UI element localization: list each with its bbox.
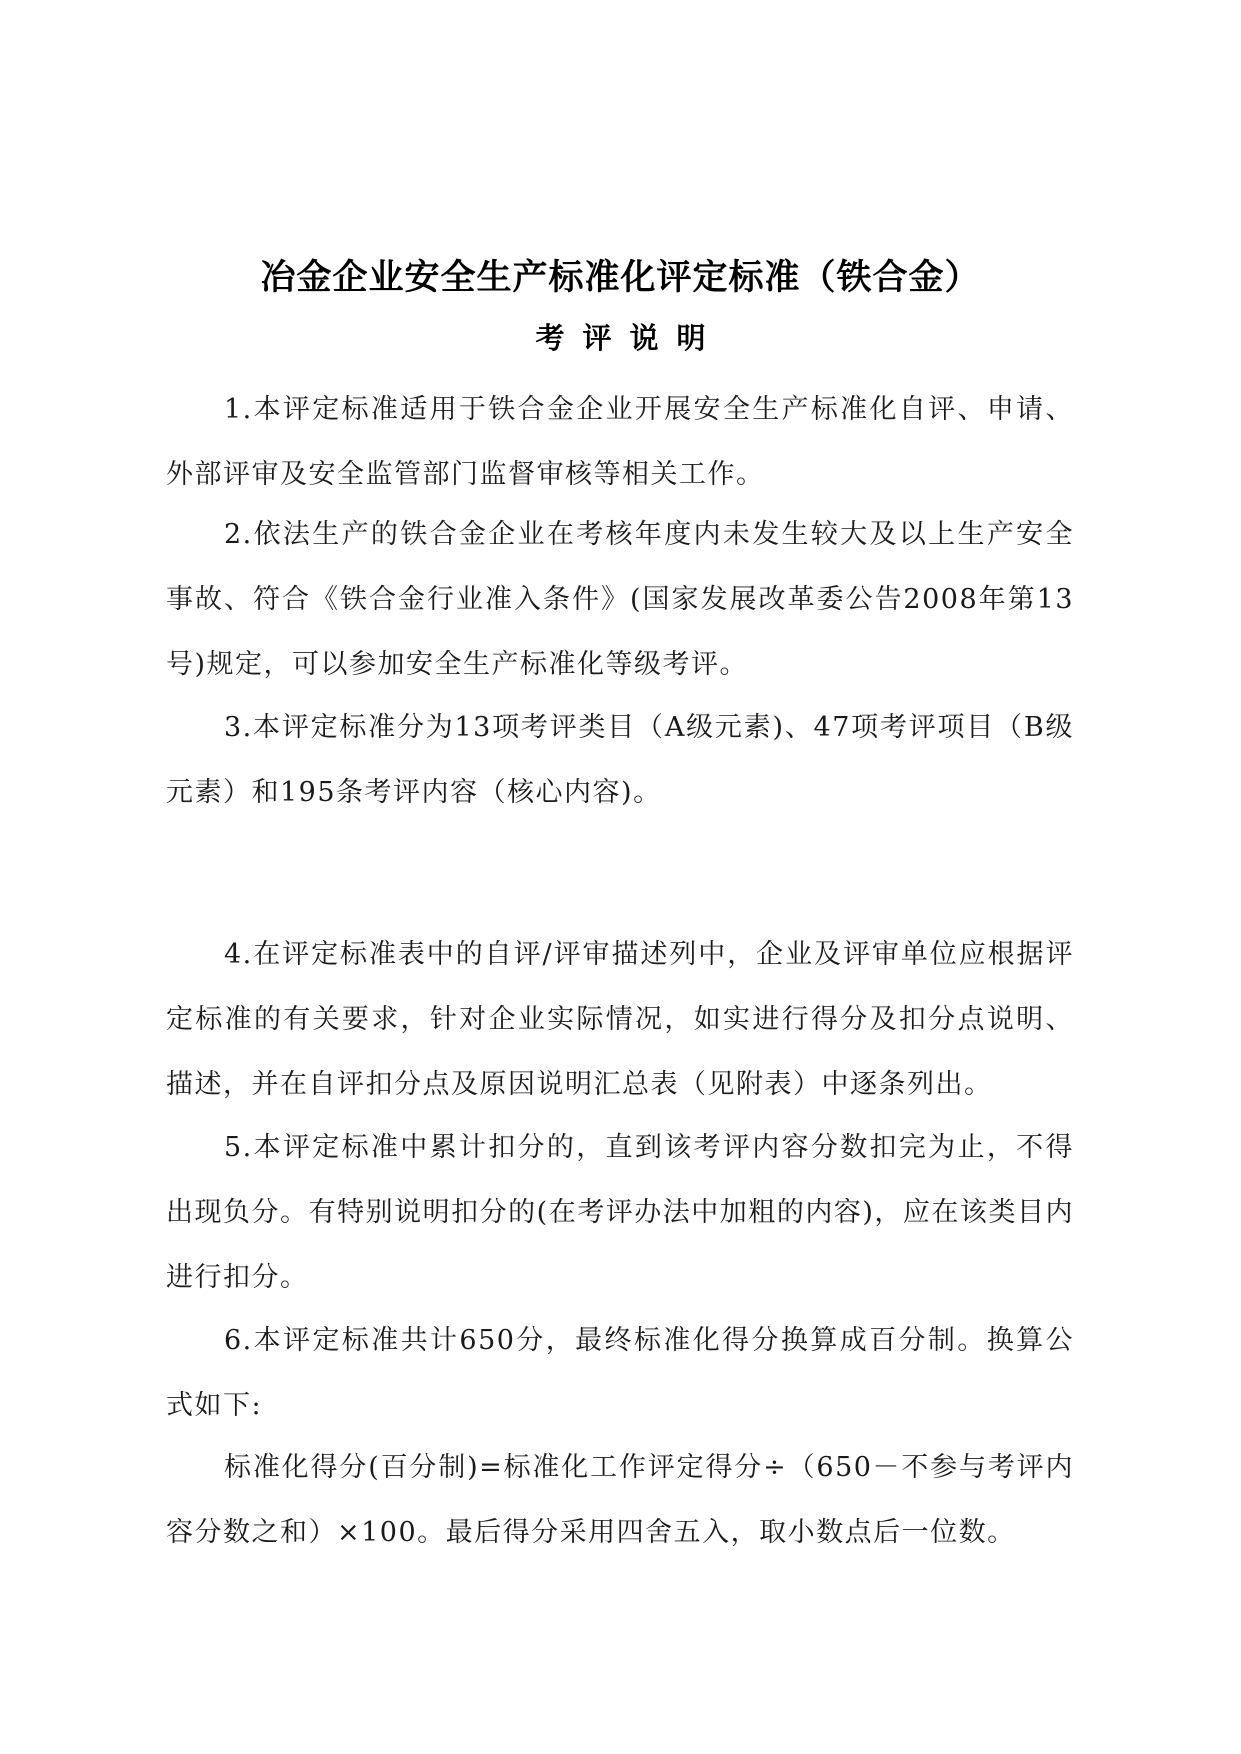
- formula-paragraph: 标准化得分(百分制)=标准化工作评定得分÷（650－不参与考评内容分数之和）×100。最后得分采用四舍五入，取小数点后一位数。: [166, 1452, 1074, 1548]
- document-title: 冶金企业安全生产标准化评定标准（铁合金）: [260, 258, 981, 298]
- paragraph-2: 2.依法生产的铁合金企业在考核年度内未发生较大及以上生产安全事故、符合《铁合金行业准入条件》(国家发展改革委公告2008年第13号)规定，可以参加安全生产标准化等级考评。: [166, 519, 1074, 680]
- document-subtitle: 考评说明: [535, 321, 724, 355]
- paragraph-1: 1.本评定标准适用于铁合金企业开展安全生产标准化自评、申请、外部评审及安全监管部门监督审核等相关工作。: [166, 394, 1074, 490]
- paragraph-4: 4.在评定标准表中的自评/评审描述列中，企业及评审单位应根据评定标准的有关要求，针对企业实际情况，如实进行得分及扣分点说明、描述，并在自评扣分点及原因说明汇总表（见附表）中逐条列出。: [166, 939, 1074, 1100]
- paragraph-3: 3.本评定标准分为13项考评类目（A级元素)、47项考评项目（B级元素）和195条考评内容（核心内容)。: [166, 712, 1074, 808]
- paragraph-6: 6.本评定标准共计650分，最终标准化得分换算成百分制。换算公式如下:: [166, 1325, 1074, 1421]
- paragraph-5: 5.本评定标准中累计扣分的，直到该考评内容分数扣完为止，不得出现负分。有特别说明扣分的(在考评办法中加粗的内容)，应在该类目内进行扣分。: [166, 1132, 1074, 1293]
